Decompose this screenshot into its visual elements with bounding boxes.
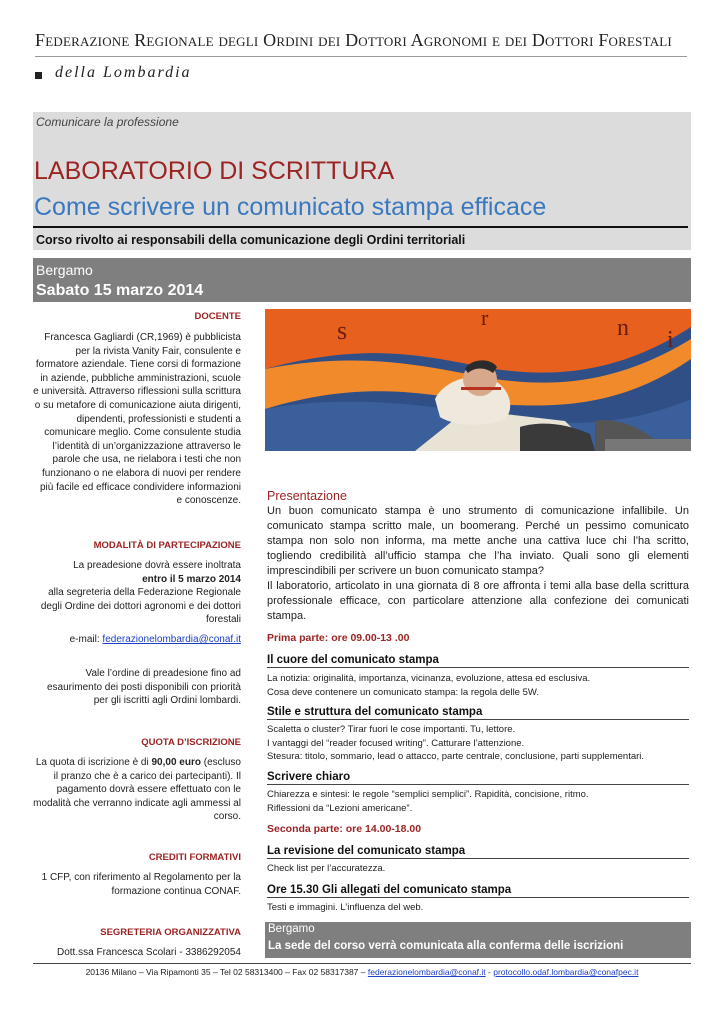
section-chiaro-line: Riflessioni da “Lezioni americane”. — [267, 802, 413, 814]
modalita-line-2: alla segreteria della Federazione Regionale degli Ordine dei dottori agronomi e dei dottori forestali — [40, 587, 241, 626]
crediti-heading: CREDITI FORMATIVI — [148, 852, 241, 863]
email-link[interactable]: federazionelombardia@conaf.it — [102, 634, 241, 645]
section-chiaro-body — [267, 788, 691, 815]
part-two-label: Seconda parte: ore 14.00-18.00 — [267, 823, 422, 835]
organization-name: Federazione Regionale degli Ordini dei Dottori Agronomi e dei Dottori Forestali — [35, 30, 672, 50]
section-allegati-title: Ore 15.30 Gli allegati del comunicato stampa — [267, 884, 689, 898]
section-cuore-line: Cosa deve contenere un comunicato stampa: la regola delle 5W. — [267, 686, 539, 698]
section-revisione-body: Check list per l’accuratezza. — [267, 863, 386, 874]
footer-rule — [33, 963, 691, 964]
segreteria-heading: SEGRETERIA ORGANIZZATIVA — [100, 927, 241, 938]
email-label: e-mail: — [69, 634, 100, 645]
venue-note: La sede del corso verrà comunicata alla conferma delle iscrizioni — [268, 940, 624, 952]
quota-amount: 90,00 euro — [151, 757, 201, 768]
presentazione-heading: Presentazione — [267, 489, 347, 503]
quota-line-1: La quota di iscrizione è di — [35, 757, 149, 768]
email-line — [33, 633, 241, 647]
footer — [33, 967, 691, 977]
quota-line-2: (escluso il pranzo che è a carico dei partecipanti). Il pagamento dovrà essere effettuato con le modalità che verranno indicate agli ammessi al corso. — [33, 757, 241, 823]
organization-region: della Lombardia — [55, 64, 192, 81]
part-one-label: Prima parte: ore 09.00-13 .00 — [267, 632, 410, 644]
section-chiaro-line: Chiarezza e sintesi: le regole “semplici semplici”. Rapidità, concisione, ritmo. — [267, 789, 589, 800]
event-date: Sabato 15 marzo 2014 — [36, 282, 204, 299]
svg-text:s: s — [337, 316, 348, 345]
section-stile-title: Stile e struttura del comunicato stampa — [267, 706, 689, 720]
section-revisione-title: La revisione del comunicato stampa — [267, 845, 689, 859]
crediti-text: 1 CFP, con riferimento al Regolamento per la formazione continua CONAF. — [41, 872, 241, 897]
header-rule — [35, 56, 687, 57]
section-allegati-body: Testi e immagini. L’influenza del web. — [267, 902, 424, 913]
section-cuore-title: Il cuore del comunicato stampa — [267, 654, 689, 668]
section-stile-line: Scaletta o cluster? Tirar fuori le cose importanti. Tu, lettore. — [267, 724, 516, 735]
footer-email-link[interactable]: federazionelombardia@conaf.it — [367, 967, 486, 977]
svg-text:r: r — [481, 309, 489, 330]
presentazione-text: Un buon comunicato stampa è uno strumento di comunicazione infallibile. Un comunicato stampa scritto male, un boomerang. Perché un pessimo comunicato stampa non solo non informa, ma mette anche una cattiva luce chi l’ha scritto, togliendo credibilità all’ufficio stampa che l’ha inviato. Quali sono gli elementi imprescindibili per scrivere un buon comunicato stampa? — [267, 505, 689, 577]
segreteria-text: Dott.ssa Francesca Scolari - 3386292054 — [57, 947, 241, 958]
section-stile-body — [267, 723, 691, 764]
modalita-heading: MODALITÀ DI PARTECIPAZIONE — [93, 540, 241, 551]
course-title: LABORATORIO DI SCRITTURA — [34, 157, 395, 185]
audience-line: Corso rivolto ai responsabili della comunicazione degli Ordini territoriali — [36, 233, 466, 247]
priority-text: Vale l’ordine di preadesione fino ad esaurimento dei posti disponibili con priorità per gli iscritti agli Ordini lombardi. — [47, 668, 241, 707]
section-stile-line: Stesura: titolo, sommario, lead o attacco, parte centrale, conclusione, parti supplementari. — [267, 751, 645, 762]
quota-heading: QUOTA D’ISCRIZIONE — [141, 737, 241, 748]
kicker: Comunicare la professione — [36, 115, 179, 129]
section-cuore-line: La notizia: originalità, importanza, vicinanza, evoluzione, attesa ed esclusiva. — [267, 673, 591, 684]
bullet-square-icon — [35, 72, 42, 79]
modalita-text — [33, 559, 241, 627]
quota-text — [33, 756, 241, 824]
venue-city: Bergamo — [268, 923, 315, 935]
section-cuore-body — [267, 672, 691, 699]
title-divider — [33, 226, 688, 228]
modalita-deadline: entro il 5 marzo 2014 — [142, 573, 241, 585]
docente-heading: DOCENTE — [194, 311, 241, 322]
modalita-line-1: La preadesione dovrà essere inoltrata — [73, 560, 241, 571]
footer-pec-link[interactable]: protocollo.odaf.lombardia@conafpec.it — [493, 967, 639, 977]
footer-separator: - — [488, 967, 491, 977]
docente-bio: Francesca Gagliardi (CR,1969) è pubblicista per la rivista Vanity Fair, consulente e formatore aziendale. Tiene corsi di formazione in aziende, pubbliche amministrazioni, scuole e università. Attraverso riflessioni sulla scrittura o su metafore di comunicazione aiuta dirigenti, dipendenti, professionisti e studenti a comunicare meglio. Come consulente studia l’identità di un’organizzazione attraverso le parole che usa, ne rielabora i testi che non funzionano o ne elabora di nuovi per rendere più facile ed efficace condividere informazioni e conoscenze. — [33, 332, 241, 507]
section-stile-line: I vantaggi del “reader focused writing”. Catturare l’attenzione. — [267, 737, 525, 749]
laboratorio-text: Il laboratorio, articolato in una giornata di 8 ore affronta i temi alla base della scrittura professionale efficace, con particolare attenzione alla confezione dei comunicati stampa. — [267, 580, 689, 622]
svg-text:i: i — [667, 327, 674, 353]
svg-text:n: n — [617, 315, 629, 341]
event-city: Bergamo — [36, 262, 93, 278]
footer-address: 20136 Milano – Via Ripamonti 35 – Tel 02 58313400 – Fax 02 58317387 – — [85, 967, 366, 977]
typewriter-illustration — [265, 309, 691, 451]
section-chiaro-title: Scrivere chiaro — [267, 771, 689, 785]
course-subtitle: Come scrivere un comunicato stampa efficace — [34, 193, 547, 221]
